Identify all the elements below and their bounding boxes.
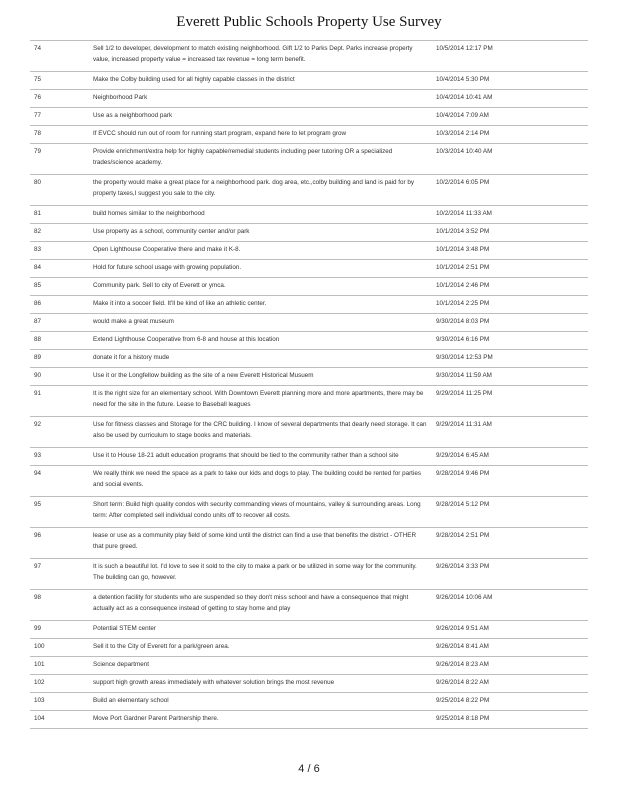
table-row: [30, 90, 588, 108]
row-response: support high growth areas immediately with whatever solution brings the most revenue: [89, 675, 432, 693]
table-row: [30, 242, 588, 260]
row-number: 80: [30, 175, 89, 206]
document-title: Everett Public Schools Property Use Survey: [176, 14, 442, 30]
row-response: Community park. Sell to city of Everett or ymca.: [89, 278, 432, 296]
row-number: 96: [30, 528, 89, 559]
table-row: [30, 621, 588, 639]
row-number: 82: [30, 224, 89, 242]
table-row: [30, 175, 588, 206]
row-response: lease or use as a community play field of some kind until the district can find a use that benefits the district - OTHER that pure greed.: [89, 528, 432, 559]
table-row: [30, 386, 588, 417]
row-date: 10/3/2014 2:14 PM: [432, 126, 588, 144]
row-number: 78: [30, 126, 89, 144]
row-number: 83: [30, 242, 89, 260]
row-date: 10/1/2014 2:46 PM: [432, 278, 588, 296]
row-date: 10/4/2014 10:41 AM: [432, 90, 588, 108]
row-date: 9/29/2014 6:45 AM: [432, 448, 588, 466]
table-row: [30, 693, 588, 711]
table-row: [30, 126, 588, 144]
row-response: Sell it to the City of Everett for a park/green area.: [89, 639, 432, 657]
row-date: 9/26/2014 3:33 PM: [432, 559, 588, 590]
row-response: a detention facility for students who are suspended so they don't miss school and have a consequence that might actually act as a consequence instead of getting to stay home and play: [89, 590, 432, 621]
row-response: Move Port Gardner Parent Partnership there.: [89, 711, 432, 729]
row-response: Use property as a school, community center and/or park: [89, 224, 432, 242]
row-number: 99: [30, 621, 89, 639]
row-date: 10/1/2014 2:51 PM: [432, 260, 588, 278]
row-number: 95: [30, 497, 89, 528]
table-row: [30, 350, 588, 368]
table-row: [30, 559, 588, 590]
row-date: 9/26/2014 9:51 AM: [432, 621, 588, 639]
table-row: [30, 332, 588, 350]
row-number: 79: [30, 144, 89, 175]
row-number: 86: [30, 296, 89, 314]
table-row: [30, 417, 588, 448]
row-response: Make the Colby building used for all highly capable classes in the district: [89, 72, 432, 90]
row-date: 9/28/2014 5:12 PM: [432, 497, 588, 528]
page-indicator: 4 / 6: [298, 763, 320, 775]
table-row: [30, 675, 588, 693]
table-row: [30, 711, 588, 729]
row-number: 104: [30, 711, 89, 729]
table-row: [30, 108, 588, 126]
row-number: 85: [30, 278, 89, 296]
table-row: [30, 590, 588, 621]
row-response: Extend Lighthouse Cooperative from 6-8 and house at this location: [89, 332, 432, 350]
row-response: Make it into a soccer field. It'll be kind of like an athletic center.: [89, 296, 432, 314]
row-date: 9/28/2014 2:51 PM: [432, 528, 588, 559]
row-response: Open Lighthouse Cooperative there and make it K-8.: [89, 242, 432, 260]
row-number: 97: [30, 559, 89, 590]
row-response: If EVCC should run out of room for running start program, expand here to let program grow: [89, 126, 432, 144]
row-date: 9/26/2014 8:23 AM: [432, 657, 588, 675]
row-number: 92: [30, 417, 89, 448]
row-response: Build an elementary school: [89, 693, 432, 711]
row-date: 10/1/2014 3:48 PM: [432, 242, 588, 260]
row-number: 100: [30, 639, 89, 657]
table-row: [30, 639, 588, 657]
row-response: Short term: Build high quality condos with security commanding views of mountains, valley & surrounding areas. Long term: After completed sell individual condo units off to recover all costs.: [89, 497, 432, 528]
table-row: [30, 41, 588, 72]
row-number: 77: [30, 108, 89, 126]
row-number: 103: [30, 693, 89, 711]
table-row: [30, 314, 588, 332]
table-row: [30, 657, 588, 675]
row-number: 102: [30, 675, 89, 693]
table-row: [30, 278, 588, 296]
table-row: [30, 296, 588, 314]
row-date: 9/28/2014 9:46 PM: [432, 466, 588, 497]
row-number: 91: [30, 386, 89, 417]
row-date: 9/26/2014 10:06 AM: [432, 590, 588, 621]
row-response: Use it to House 18-21 adult education programs that should be tied to the community rather than a school site: [89, 448, 432, 466]
row-response: Use as a neighborhood park: [89, 108, 432, 126]
table-row: [30, 260, 588, 278]
row-response: Sell 1/2 to developer, development to match existing neighborhood. Gift 1/2 to Parks Dept. Parks increase property value, increased property value = increased tax revenue = long term benefit.: [89, 41, 432, 72]
row-number: 75: [30, 72, 89, 90]
responses-table: [30, 40, 588, 729]
row-response: Neighborhood Park: [89, 90, 432, 108]
row-response: would make a great museum: [89, 314, 432, 332]
table-row: [30, 224, 588, 242]
row-date: 10/4/2014 7:09 AM: [432, 108, 588, 126]
row-date: 10/1/2014 2:25 PM: [432, 296, 588, 314]
row-date: 9/26/2014 8:41 AM: [432, 639, 588, 657]
row-response: Science department: [89, 657, 432, 675]
table-row: [30, 466, 588, 497]
row-response: Provide enrichment/extra help for highly capable/remedial students including peer tutoring OR a specialized trades/science academy.: [89, 144, 432, 175]
row-response: Use for fitness classes and Storage for the CRC building. I know of several departments that dearly need storage. It can also be used by curriculum to stage books and materials.: [89, 417, 432, 448]
table-row: [30, 206, 588, 224]
row-response: the property would make a great place for a neighborhood park. dog area, etc.,colby building and land is paid for by property taxes,I suggest you sale to the city.: [89, 175, 432, 206]
table-row: [30, 497, 588, 528]
table-row: [30, 368, 588, 386]
row-date: 9/29/2014 11:25 PM: [432, 386, 588, 417]
row-number: 81: [30, 206, 89, 224]
row-number: 89: [30, 350, 89, 368]
row-date: 9/30/2014 11:59 AM: [432, 368, 588, 386]
row-date: 10/5/2014 12:17 PM: [432, 41, 588, 72]
row-date: 9/29/2014 11:31 AM: [432, 417, 588, 448]
row-response: donate it for a history mude: [89, 350, 432, 368]
row-date: 9/25/2014 8:18 PM: [432, 711, 588, 729]
row-response: It is the right size for an elementary school. With Downtown Everett planning more and more apartments, there may be need for the site in the future. Lease to Baseball leagues: [89, 386, 432, 417]
table-row: [30, 144, 588, 175]
row-date: 10/4/2014 5:30 PM: [432, 72, 588, 90]
row-number: 76: [30, 90, 89, 108]
row-date: 10/2/2014 11:33 AM: [432, 206, 588, 224]
table-row: [30, 528, 588, 559]
row-date: 10/2/2014 6:05 PM: [432, 175, 588, 206]
row-response: Potential STEM center: [89, 621, 432, 639]
row-number: 94: [30, 466, 89, 497]
row-number: 88: [30, 332, 89, 350]
row-number: 84: [30, 260, 89, 278]
responses-table-body: [30, 41, 588, 729]
row-number: 98: [30, 590, 89, 621]
row-date: 9/30/2014 6:16 PM: [432, 332, 588, 350]
row-response: build homes similar to the neighborhood: [89, 206, 432, 224]
table-row: [30, 448, 588, 466]
row-response: Use it or the Longfellow building as the site of a new Everett Historical Musuem: [89, 368, 432, 386]
row-response: Hold for future school usage with growing population.: [89, 260, 432, 278]
row-number: 74: [30, 41, 89, 72]
table-row: [30, 72, 588, 90]
row-date: 10/1/2014 3:52 PM: [432, 224, 588, 242]
row-date: 10/3/2014 10:40 AM: [432, 144, 588, 175]
row-number: 101: [30, 657, 89, 675]
row-response: It is such a beautiful lot. I'd love to see it sold to the city to make a park or be utilized in some way for the community. The building can go, however.: [89, 559, 432, 590]
row-date: 9/25/2014 8:22 PM: [432, 693, 588, 711]
row-number: 93: [30, 448, 89, 466]
row-date: 9/30/2014 8:03 PM: [432, 314, 588, 332]
row-number: 90: [30, 368, 89, 386]
row-date: 9/26/2014 8:22 AM: [432, 675, 588, 693]
row-number: 87: [30, 314, 89, 332]
row-date: 9/30/2014 12:53 PM: [432, 350, 588, 368]
row-response: We really think we need the space as a park to take our kids and dogs to play. The building could be rented for parties and social events.: [89, 466, 432, 497]
